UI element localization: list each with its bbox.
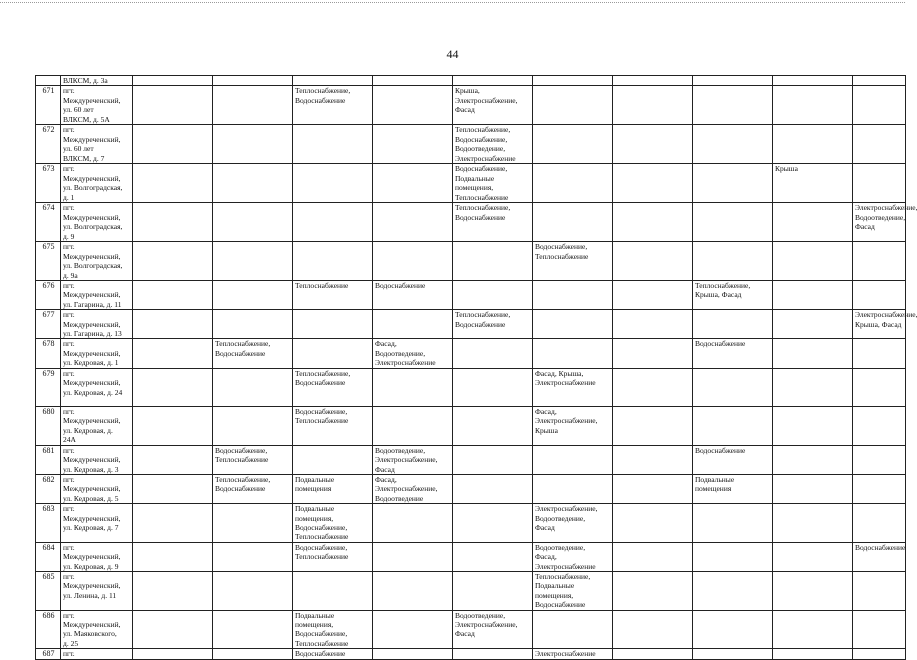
work-type-cell [613, 504, 693, 543]
row-number: 680 [36, 406, 61, 445]
work-type-cell [133, 610, 213, 649]
work-type-cell [613, 542, 693, 571]
work-type-cell [773, 203, 853, 242]
work-type-cell [773, 339, 853, 368]
work-type-cell: Электроснабжение, Водоотведение, Фасад [853, 203, 906, 242]
work-type-cell [213, 610, 293, 649]
work-type-cell [213, 203, 293, 242]
row-number: 684 [36, 542, 61, 571]
work-type-cell: Водоотведение, Фасад, Электроснабжение [533, 542, 613, 571]
work-type-cell: Фасад, Электроснабжение, Водоотведение [373, 474, 453, 503]
scan-edge-line [0, 2, 905, 6]
work-type-cell: Подвальные помещения [693, 474, 773, 503]
work-type-cell [213, 242, 293, 281]
work-type-cell: Теплоснабжение, Водоснабжение [213, 474, 293, 503]
work-type-cell: Теплоснабжение [293, 281, 373, 310]
work-type-cell [133, 474, 213, 503]
work-type-cell: Подвальные помещения [293, 474, 373, 503]
work-type-cell [853, 504, 906, 543]
row-number: 677 [36, 310, 61, 339]
work-type-cell [773, 76, 853, 86]
work-type-cell [133, 86, 213, 125]
work-type-cell [773, 474, 853, 503]
work-type-cell [453, 76, 533, 86]
row-number: 673 [36, 164, 61, 203]
work-type-cell [453, 281, 533, 310]
work-type-cell [773, 649, 853, 659]
work-type-cell: Водоснабжение [373, 281, 453, 310]
work-type-cell [293, 203, 373, 242]
work-type-cell: Водоснабжение, Теплоснабжение [293, 406, 373, 445]
work-type-cell [773, 406, 853, 445]
work-type-cell [133, 649, 213, 659]
address-cell: пгт. Междуреченский, ул. Ленина, д. 11 [61, 571, 133, 610]
work-type-cell [293, 76, 373, 86]
work-type-cell [693, 504, 773, 543]
work-type-cell [133, 281, 213, 310]
address-cell: пгт. Междуреченский, ул. Волгоградская, д. 1 [61, 164, 133, 203]
work-type-cell [213, 504, 293, 543]
work-type-cell [373, 571, 453, 610]
work-type-cell [373, 242, 453, 281]
work-type-cell [133, 76, 213, 86]
work-type-cell [373, 86, 453, 125]
work-type-cell [773, 310, 853, 339]
table-row [36, 504, 906, 543]
work-type-cell [133, 164, 213, 203]
work-type-cell [133, 203, 213, 242]
row-number: 683 [36, 504, 61, 543]
table-row [36, 310, 906, 339]
work-type-cell [213, 542, 293, 571]
work-type-cell [373, 368, 453, 406]
table-row [36, 86, 906, 125]
address-cell: пгт. Междуреченский, ул. Гагарина, д. 13 [61, 310, 133, 339]
page-number: 44 [446, 47, 459, 61]
work-type-cell [453, 504, 533, 543]
work-type-cell [373, 542, 453, 571]
row-number: 681 [36, 445, 61, 474]
work-type-cell [613, 339, 693, 368]
work-type-cell [533, 474, 613, 503]
work-type-cell [613, 571, 693, 610]
work-type-cell: Теплоснабжение, Подвальные помещения, Водоснабжение [533, 571, 613, 610]
work-type-cell: Водоотведение, Электроснабжение, Фасад [373, 445, 453, 474]
work-type-cell: Электроснабжение, Крыша, Фасад [853, 310, 906, 339]
work-type-cell: Теплоснабжение, Водоснабжение [453, 203, 533, 242]
work-type-cell [613, 86, 693, 125]
work-type-cell [853, 571, 906, 610]
work-type-cell [853, 368, 906, 406]
work-type-cell [693, 203, 773, 242]
work-type-cell [693, 542, 773, 571]
work-type-cell [213, 86, 293, 125]
work-type-cell [533, 76, 613, 86]
row-number: 686 [36, 610, 61, 649]
work-type-cell [453, 445, 533, 474]
work-type-cell [373, 504, 453, 543]
work-type-cell [133, 125, 213, 164]
table-row [36, 368, 906, 406]
work-type-cell [453, 339, 533, 368]
table-row [36, 571, 906, 610]
work-type-cell: Водоснабжение, Подвальные помещения, Теплоснабжение [453, 164, 533, 203]
work-type-cell [213, 164, 293, 203]
work-type-cell [533, 445, 613, 474]
address-cell: пгт. Междуреченский, ул. Кедровая, д. 24 [61, 368, 133, 406]
work-type-cell [293, 125, 373, 164]
address-cell: пгт. Междуреченский, ул. 60 лет ВЛКСМ, д. 7 [61, 125, 133, 164]
work-type-cell [213, 368, 293, 406]
table-row [36, 610, 906, 649]
work-type-cell: Крыша [773, 164, 853, 203]
table-row [36, 445, 906, 474]
table-row [36, 406, 906, 445]
work-type-cell [613, 368, 693, 406]
work-type-cell: Теплоснабжение, Водоснабжение [453, 310, 533, 339]
work-type-cell [693, 368, 773, 406]
table-row [36, 203, 906, 242]
work-type-cell [453, 542, 533, 571]
work-type-cell [693, 164, 773, 203]
work-type-cell [773, 571, 853, 610]
work-type-cell [133, 368, 213, 406]
work-type-cell [533, 203, 613, 242]
work-type-cell [293, 164, 373, 203]
work-type-cell: Электроснабжение, Водоотведение, Фасад [533, 504, 613, 543]
work-type-cell [773, 610, 853, 649]
work-type-cell [853, 76, 906, 86]
work-type-cell [213, 406, 293, 445]
work-type-cell [853, 164, 906, 203]
work-type-cell: Теплоснабжение, Крыша, Фасад [693, 281, 773, 310]
work-type-cell [853, 406, 906, 445]
schedule-table [35, 75, 917, 660]
work-type-cell [693, 242, 773, 281]
work-type-cell: Водоснабжение [693, 339, 773, 368]
work-type-cell [613, 610, 693, 649]
address-cell: пгт. Междуреченский, ул. Кедровая, д. 7 [61, 504, 133, 543]
row-number: 671 [36, 86, 61, 125]
work-type-cell [293, 445, 373, 474]
work-type-cell: Водоснабжение, Теплоснабжение [213, 445, 293, 474]
work-type-cell [853, 86, 906, 125]
table-row [36, 474, 906, 503]
work-type-cell [293, 339, 373, 368]
work-type-cell [613, 406, 693, 445]
work-type-cell [853, 125, 906, 164]
work-type-cell [533, 281, 613, 310]
work-type-cell [133, 242, 213, 281]
work-type-cell [613, 125, 693, 164]
work-type-cell [613, 281, 693, 310]
address-cell: пгт. Междуреченский, ул. 60 лет ВЛКСМ, д. 5А [61, 86, 133, 125]
address-cell: пгт. Междуреченский, ул. Кедровая, д. 9 [61, 542, 133, 571]
work-type-cell [453, 406, 533, 445]
work-type-cell [533, 164, 613, 203]
work-type-cell [533, 310, 613, 339]
table-body [36, 76, 917, 660]
work-type-cell: Подвальные помещения, Водоснабжение, Теплоснабжение [293, 504, 373, 543]
work-type-cell [613, 310, 693, 339]
work-type-cell [773, 445, 853, 474]
work-type-cell [213, 281, 293, 310]
work-type-cell: Водоснабжение [293, 649, 373, 659]
work-type-cell [693, 610, 773, 649]
work-type-cell: Фасад, Крыша, Электроснабжение [533, 368, 613, 406]
work-type-cell [453, 242, 533, 281]
work-type-cell [453, 368, 533, 406]
work-type-cell [533, 339, 613, 368]
work-type-cell [773, 368, 853, 406]
table-row [36, 125, 906, 164]
work-type-cell [773, 125, 853, 164]
work-type-cell [533, 125, 613, 164]
work-type-cell [693, 649, 773, 659]
work-type-cell [373, 406, 453, 445]
work-type-cell: Фасад, Электроснабжение, Крыша [533, 406, 613, 445]
work-type-cell [373, 125, 453, 164]
work-type-cell [693, 76, 773, 86]
work-type-cell [693, 310, 773, 339]
work-type-cell [613, 649, 693, 659]
work-type-cell [133, 445, 213, 474]
work-type-cell [693, 571, 773, 610]
row-number [36, 76, 61, 86]
work-type-cell [773, 281, 853, 310]
work-type-cell [613, 164, 693, 203]
work-type-cell [133, 310, 213, 339]
address-cell: пгт. Междуреченский, ул. Кедровая, д. 5 [61, 474, 133, 503]
work-type-cell [213, 76, 293, 86]
work-type-cell: Фасад, Водоотведение, Электроснабжение [373, 339, 453, 368]
work-type-cell [453, 571, 533, 610]
row-number: 687 [36, 649, 61, 659]
row-number: 672 [36, 125, 61, 164]
address-cell: пгт. [61, 649, 133, 659]
work-type-cell [693, 125, 773, 164]
row-number: 679 [36, 368, 61, 406]
work-type-cell [613, 76, 693, 86]
address-cell: пгт. Междуреченский, ул. Волгоградская, д. 9 [61, 203, 133, 242]
work-type-cell: Водоснабжение [853, 542, 906, 571]
work-type-cell [853, 474, 906, 503]
address-cell: пгт. Междуреченский, ул. Кедровая, д. 24А [61, 406, 133, 445]
table-row [36, 542, 906, 571]
work-type-cell: Водоснабжение, Теплоснабжение [293, 542, 373, 571]
work-type-cell [213, 125, 293, 164]
work-type-cell [133, 504, 213, 543]
work-type-cell [773, 542, 853, 571]
work-type-cell [133, 542, 213, 571]
work-type-cell [373, 610, 453, 649]
work-type-cell: Теплоснабжение, Водоснабжение [293, 86, 373, 125]
row-number: 676 [36, 281, 61, 310]
table-row [36, 339, 906, 368]
work-type-cell [373, 649, 453, 659]
work-type-cell: Подвальные помещения, Водоснабжение, Теплоснабжение [293, 610, 373, 649]
work-type-cell: Водоотведение, Электроснабжение, Фасад [453, 610, 533, 649]
work-type-cell [293, 242, 373, 281]
work-type-cell [373, 310, 453, 339]
work-type-cell [213, 310, 293, 339]
row-number: 682 [36, 474, 61, 503]
address-cell: пгт. Междуреченский, ул. Волгоградская, д. 9а [61, 242, 133, 281]
table-row [36, 281, 906, 310]
work-type-cell [533, 610, 613, 649]
address-cell: пгт. Междуреченский, ул. Кедровая, д. 3 [61, 445, 133, 474]
work-type-cell [453, 649, 533, 659]
work-type-cell: Водоснабжение [693, 445, 773, 474]
work-type-cell [853, 445, 906, 474]
work-type-cell: Водоснабжение, Теплоснабжение [533, 242, 613, 281]
work-type-cell [613, 474, 693, 503]
work-type-cell [373, 203, 453, 242]
address-cell: пгт. Междуреченский, ул. Гагарина, д. 11 [61, 281, 133, 310]
address-cell: пгт. Междуреченский, ул. Маяковского, д. 25 [61, 610, 133, 649]
row-number: 685 [36, 571, 61, 610]
work-type-cell [853, 339, 906, 368]
work-type-cell: Теплоснабжение, Водоснабжение [293, 368, 373, 406]
work-type-cell [613, 203, 693, 242]
work-type-cell [133, 339, 213, 368]
work-type-cell [533, 86, 613, 125]
work-type-cell [133, 406, 213, 445]
work-type-cell [853, 649, 906, 659]
work-type-cell [853, 242, 906, 281]
work-type-cell [773, 242, 853, 281]
work-type-cell [613, 445, 693, 474]
work-type-cell: Теплоснабжение, Водоснабжение, Водоотведение, Электроснабжение [453, 125, 533, 164]
work-type-cell [373, 164, 453, 203]
table-row [36, 242, 906, 281]
work-type-cell [213, 571, 293, 610]
work-type-cell [853, 281, 906, 310]
work-type-cell [773, 504, 853, 543]
work-type-cell [693, 86, 773, 125]
address-cell: ВЛКСМ, д. 3а [61, 76, 133, 86]
row-number: 674 [36, 203, 61, 242]
table-row [36, 76, 906, 86]
address-cell: пгт. Междуреченский, ул. Кедровая, д. 1 [61, 339, 133, 368]
work-type-cell [293, 310, 373, 339]
row-number: 675 [36, 242, 61, 281]
work-type-cell [133, 571, 213, 610]
work-type-cell [453, 474, 533, 503]
work-type-cell: Теплоснабжение, Водоснабжение [213, 339, 293, 368]
work-type-cell [773, 86, 853, 125]
work-type-cell [293, 571, 373, 610]
work-type-cell [613, 242, 693, 281]
table-row [36, 649, 906, 659]
work-type-cell [373, 76, 453, 86]
work-type-cell [693, 406, 773, 445]
work-type-cell [213, 649, 293, 659]
work-type-cell: Электроснабжение [533, 649, 613, 659]
row-number: 678 [36, 339, 61, 368]
work-type-cell [853, 610, 906, 649]
work-type-cell: Крыша, Электроснабжение, Фасад [453, 86, 533, 125]
table-row [36, 164, 906, 203]
